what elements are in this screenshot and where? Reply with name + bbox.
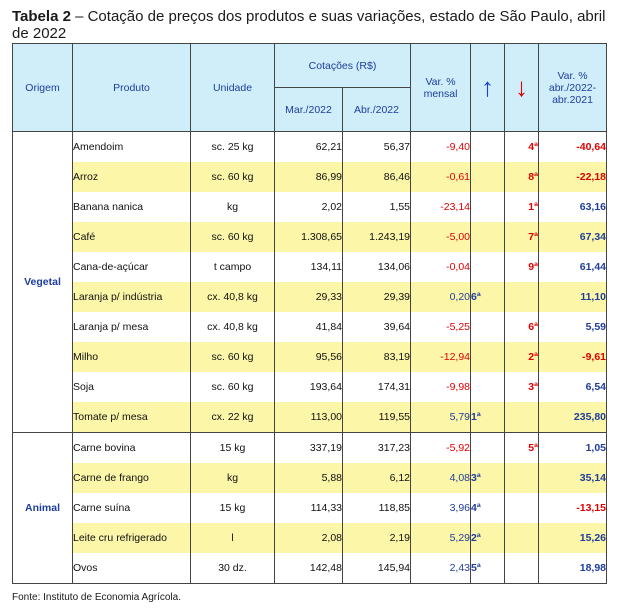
cell-rank-down xyxy=(505,523,539,553)
cell-mar: 113,00 xyxy=(275,402,343,433)
cell-unidade: kg xyxy=(191,463,275,493)
cell-rank-down: 5ª xyxy=(505,433,539,464)
cell-mar: 86,99 xyxy=(275,162,343,192)
cell-var-mensal: -5,00 xyxy=(411,222,471,252)
cell-mar: 142,48 xyxy=(275,553,343,584)
cell-unidade: 30 dz. xyxy=(191,553,275,584)
cell-rank-down xyxy=(505,402,539,433)
cell-rank-down: 2ª xyxy=(505,342,539,372)
cell-produto: Milho xyxy=(73,342,191,372)
cell-unidade: cx. 22 kg xyxy=(191,402,275,433)
cell-var-mensal: 3,96 xyxy=(411,493,471,523)
table-row xyxy=(13,553,607,584)
cell-var-anual: 63,16 xyxy=(539,192,607,222)
cell-rank-down xyxy=(505,553,539,584)
cell-mar: 193,64 xyxy=(275,372,343,402)
table-row xyxy=(13,463,607,493)
cell-rank-up xyxy=(471,312,505,342)
cell-abr: 119,55 xyxy=(343,402,411,433)
cell-rank-down xyxy=(505,493,539,523)
cell-produto: Carne suína xyxy=(73,493,191,523)
cell-rank-down: 1ª xyxy=(505,192,539,222)
source-note: Fonte: Instituto de Economia Agrícola. xyxy=(12,592,181,603)
cell-abr: 145,94 xyxy=(343,553,411,584)
cell-unidade: kg xyxy=(191,192,275,222)
cell-rank-up xyxy=(471,372,505,402)
cell-abr: 83,19 xyxy=(343,342,411,372)
cell-produto: Carne de frango xyxy=(73,463,191,493)
cell-var-anual: 15,26 xyxy=(539,523,607,553)
cell-rank-up xyxy=(471,132,505,163)
col-header-var-mensal: Var. % mensal xyxy=(411,44,471,132)
cell-abr: 317,23 xyxy=(343,433,411,464)
table-body xyxy=(13,132,607,584)
cell-produto: Tomate p/ mesa xyxy=(73,402,191,433)
cell-unidade: sc. 60 kg xyxy=(191,222,275,252)
table-row xyxy=(13,312,607,342)
cell-mar: 114,33 xyxy=(275,493,343,523)
price-table xyxy=(12,43,607,584)
table-row xyxy=(13,523,607,553)
cell-var-mensal: -0,61 xyxy=(411,162,471,192)
cell-abr: 1,55 xyxy=(343,192,411,222)
cell-abr: 86,46 xyxy=(343,162,411,192)
cell-mar: 337,19 xyxy=(275,433,343,464)
table-row xyxy=(13,433,607,464)
cell-unidade: l xyxy=(191,523,275,553)
cell-mar: 5,88 xyxy=(275,463,343,493)
group-vegetal: Vegetal xyxy=(13,132,73,433)
cell-produto: Banana nanica xyxy=(73,192,191,222)
cell-abr: 174,31 xyxy=(343,372,411,402)
col-header-produto: Produto xyxy=(73,44,191,132)
cell-rank-up: 6ª xyxy=(471,282,505,312)
table-row xyxy=(13,402,607,433)
cell-abr: 1.243,19 xyxy=(343,222,411,252)
cell-unidade: t campo xyxy=(191,252,275,282)
cell-produto: Arroz xyxy=(73,162,191,192)
cell-mar: 1.308,65 xyxy=(275,222,343,252)
cell-var-mensal: -0,04 xyxy=(411,252,471,282)
cell-abr: 118,85 xyxy=(343,493,411,523)
cell-abr: 134,06 xyxy=(343,252,411,282)
table-row xyxy=(13,132,607,163)
cell-unidade: 15 kg xyxy=(191,433,275,464)
cell-var-mensal: -23,14 xyxy=(411,192,471,222)
cell-var-anual: -40,64 xyxy=(539,132,607,163)
cell-var-mensal: -12,94 xyxy=(411,342,471,372)
table-row xyxy=(13,372,607,402)
cell-rank-up: 5ª xyxy=(471,553,505,584)
cell-produto: Amendoim xyxy=(73,132,191,163)
cell-abr: 56,37 xyxy=(343,132,411,163)
arrow-up-icon: ↑ xyxy=(471,44,505,132)
cell-mar: 29,33 xyxy=(275,282,343,312)
cell-abr: 2,19 xyxy=(343,523,411,553)
col-header-origem: Origem xyxy=(13,44,73,132)
cell-unidade: cx. 40,8 kg xyxy=(191,312,275,342)
col-header-unidade: Unidade xyxy=(191,44,275,132)
cell-unidade: 15 kg xyxy=(191,493,275,523)
cell-rank-up: 4ª xyxy=(471,493,505,523)
cell-produto: Ovos xyxy=(73,553,191,584)
cell-var-anual: 61,44 xyxy=(539,252,607,282)
cell-produto: Laranja p/ mesa xyxy=(73,312,191,342)
group-animal: Animal xyxy=(13,433,73,584)
table-row xyxy=(13,493,607,523)
col-header-var-anual: Var. % abr./2022-abr.2021 xyxy=(539,44,607,132)
col-header-abr: Abr./2022 xyxy=(343,88,411,132)
cell-unidade: sc. 60 kg xyxy=(191,372,275,402)
cell-rank-up: 2ª xyxy=(471,523,505,553)
table-row xyxy=(13,252,607,282)
cell-var-mensal: -5,92 xyxy=(411,433,471,464)
cell-var-anual: 18,98 xyxy=(539,553,607,584)
cell-rank-down: 4ª xyxy=(505,132,539,163)
cell-mar: 2,02 xyxy=(275,192,343,222)
cell-var-anual: 235,80 xyxy=(539,402,607,433)
cell-produto: Carne bovina xyxy=(73,433,191,464)
cell-var-anual: 35,14 xyxy=(539,463,607,493)
arrow-down-icon: ↓ xyxy=(505,44,539,132)
cell-rank-down: 8ª xyxy=(505,162,539,192)
cell-rank-up: 1ª xyxy=(471,402,505,433)
cell-mar: 62,21 xyxy=(275,132,343,163)
cell-rank-up: 3ª xyxy=(471,463,505,493)
table-title-label: Tabela 2 xyxy=(12,8,71,25)
cell-var-anual: 6,54 xyxy=(539,372,607,402)
cell-var-mensal: 4,08 xyxy=(411,463,471,493)
cell-unidade: sc. 25 kg xyxy=(191,132,275,163)
cell-var-anual: 1,05 xyxy=(539,433,607,464)
cell-var-mensal: -9,98 xyxy=(411,372,471,402)
cell-rank-up xyxy=(471,222,505,252)
cell-mar: 2,08 xyxy=(275,523,343,553)
cell-produto: Cana-de-açúcar xyxy=(73,252,191,282)
cell-rank-down: 6ª xyxy=(505,312,539,342)
table-title xyxy=(12,8,612,42)
cell-rank-up xyxy=(471,252,505,282)
cell-abr: 39,64 xyxy=(343,312,411,342)
cell-rank-down: 7ª xyxy=(505,222,539,252)
cell-rank-up xyxy=(471,433,505,464)
table-row xyxy=(13,222,607,252)
cell-mar: 95,56 xyxy=(275,342,343,372)
cell-produto: Café xyxy=(73,222,191,252)
cell-var-anual: 5,59 xyxy=(539,312,607,342)
cell-var-mensal: -5,25 xyxy=(411,312,471,342)
cell-var-mensal: 0,20 xyxy=(411,282,471,312)
col-header-cotacoes: Cotações (R$) xyxy=(275,44,411,88)
cell-rank-down xyxy=(505,282,539,312)
cell-unidade: cx. 40,8 kg xyxy=(191,282,275,312)
cell-var-anual: -13,15 xyxy=(539,493,607,523)
col-header-mar: Mar./2022 xyxy=(275,88,343,132)
cell-rank-up xyxy=(471,192,505,222)
cell-var-mensal: 5,79 xyxy=(411,402,471,433)
cell-produto: Soja xyxy=(73,372,191,402)
table-row xyxy=(13,282,607,312)
cell-abr: 29,39 xyxy=(343,282,411,312)
table-row xyxy=(13,192,607,222)
cell-var-mensal: -9,40 xyxy=(411,132,471,163)
table-row xyxy=(13,342,607,372)
cell-abr: 6,12 xyxy=(343,463,411,493)
cell-rank-down: 9ª xyxy=(505,252,539,282)
cell-var-mensal: 5,29 xyxy=(411,523,471,553)
cell-rank-down: 3ª xyxy=(505,372,539,402)
cell-produto: Leite cru refrigerado xyxy=(73,523,191,553)
cell-mar: 134,11 xyxy=(275,252,343,282)
cell-rank-up xyxy=(471,342,505,372)
cell-var-anual: -22,18 xyxy=(539,162,607,192)
cell-var-anual: -9,61 xyxy=(539,342,607,372)
cell-var-anual: 11,10 xyxy=(539,282,607,312)
cell-var-anual: 67,34 xyxy=(539,222,607,252)
cell-unidade: sc. 60 kg xyxy=(191,342,275,372)
cell-mar: 41,84 xyxy=(275,312,343,342)
cell-rank-up xyxy=(471,162,505,192)
cell-unidade: sc. 60 kg xyxy=(191,162,275,192)
table-title-text: – Cotação de preços dos produtos e suas variações, estado de São Paulo, abril de 2022 xyxy=(12,8,606,42)
table-row xyxy=(13,162,607,192)
cell-var-mensal: 2,43 xyxy=(411,553,471,584)
cell-rank-down xyxy=(505,463,539,493)
cell-produto: Laranja p/ indústria xyxy=(73,282,191,312)
